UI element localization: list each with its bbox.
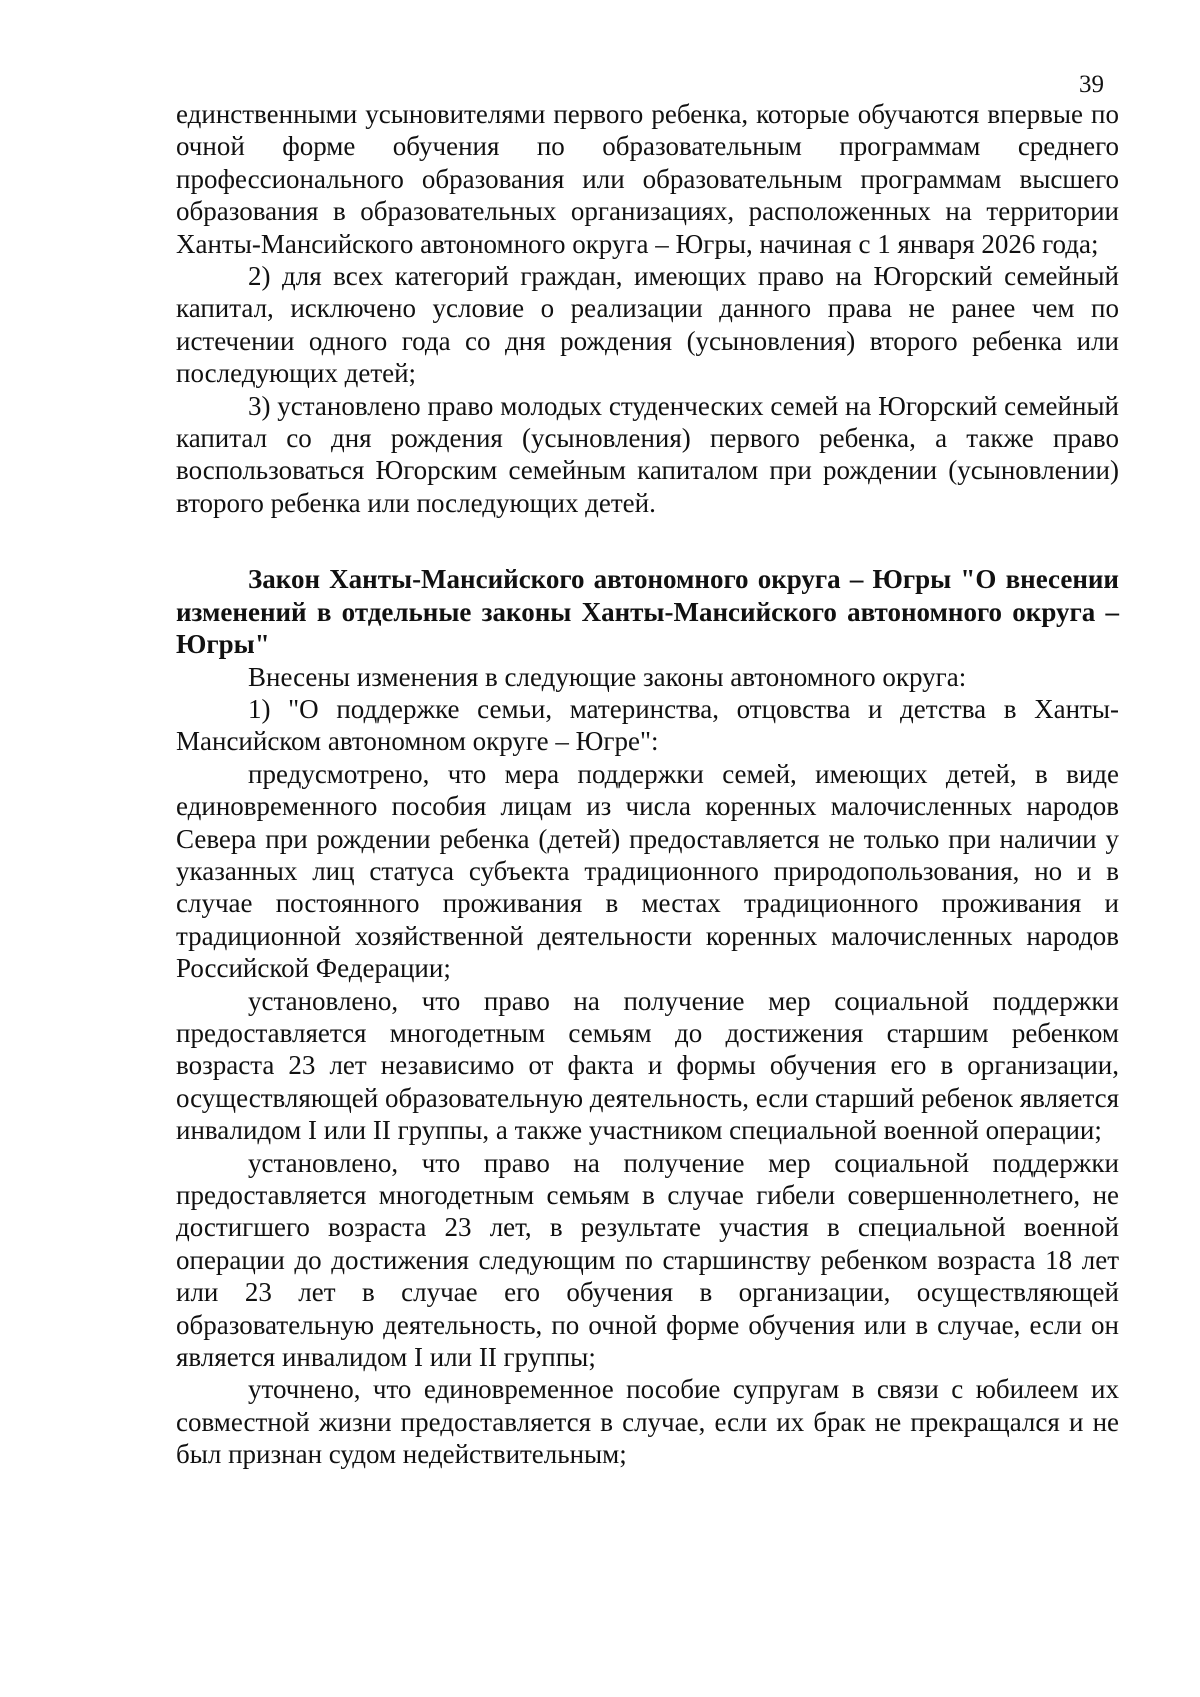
paragraph-intro: Внесены изменения в следующие законы автономного округа: xyxy=(248,661,967,692)
paragraph-item-3: 3) установлено право молодых студенческих семей на Югорский семейный капитал со дня рождения (усыновления) первого ребенка, а также право воспользоваться Югорским семейным капиталом при рождении (усыновлении) второго ребенка или последующих детей. xyxy=(176,390,1119,518)
paragraph-item-2: 2) для всех категорий граждан, имеющих право на Югорский семейный капитал, исключено условие о реализации данного права не ранее чем по истечении одного года со дня рождения (усыновления) второго ребенка или последующих детей; xyxy=(176,261,1119,389)
paragraph-law-1: 1) "О поддержке семьи, материнства, отцовства и детства в Ханты-Мансийском автономном округе – Югре": xyxy=(176,693,1119,757)
paragraph-provision-4: уточнено, что единовременное пособие супругам в связи с юбилеем их совместной жизни предоставляется в случае, если их брак не прекращался и не был признан судом недействительным; xyxy=(176,1374,1119,1470)
law-heading: Закон Ханты-Мансийского автономного округа – Югры "О внесении изменений в отдельные законы Ханты-Мансийского автономного округа – Югры" xyxy=(176,564,1119,660)
paragraph-continuation: единственными усыновителями первого ребенка, которые обучаются впервые по очной форме обучения по образовательным программам среднего профессионального образования или образовательным программам высшего образования в образовательных организациях, расположенных на территории Ханты-Мансийского автономного округа – Югры, начиная с 1 января 2026 года; xyxy=(176,99,1119,259)
paragraph-provision-1: предусмотрено, что мера поддержки семей, имеющих детей, в виде единовременного пособия лицам из числа коренных малочисленных народов Севера при рождении ребенка (детей) предоставляется не только при наличии у указанных лиц статуса субъекта традиционного природопользования, но и в случае постоянного проживания в местах традиционного проживания и традиционной хозяйственной деятельности коренных малочисленных народов Российской Федерации; xyxy=(176,758,1119,984)
page-number: 39 xyxy=(1079,71,1104,98)
document-body xyxy=(176,98,1119,1471)
paragraph-provision-2: установлено, что право на получение мер социальной поддержки предоставляется многодетным семьям до достижения старшим ребенком возраста 23 лет независимо от факта и формы обучения его в организации, осуществляющей образовательную деятельность, если старший ребенок является инвалидом I или II группы, а также участником специальной военной операции; xyxy=(176,985,1119,1146)
paragraph-provision-3: установлено, что право на получение мер социальной поддержки предоставляется многодетным семьям в случае гибели совершеннолетнего, не достигшего возраста 23 лет, в результате участия в специальной военной операции до достижения следующим по старшинству ребенком возраста 18 лет или 23 лет в случае его обучения в организации, осуществляющей образовательную деятельность, по очной форме обучения или в случае, если он является инвалидом I или II группы; xyxy=(176,1147,1119,1373)
